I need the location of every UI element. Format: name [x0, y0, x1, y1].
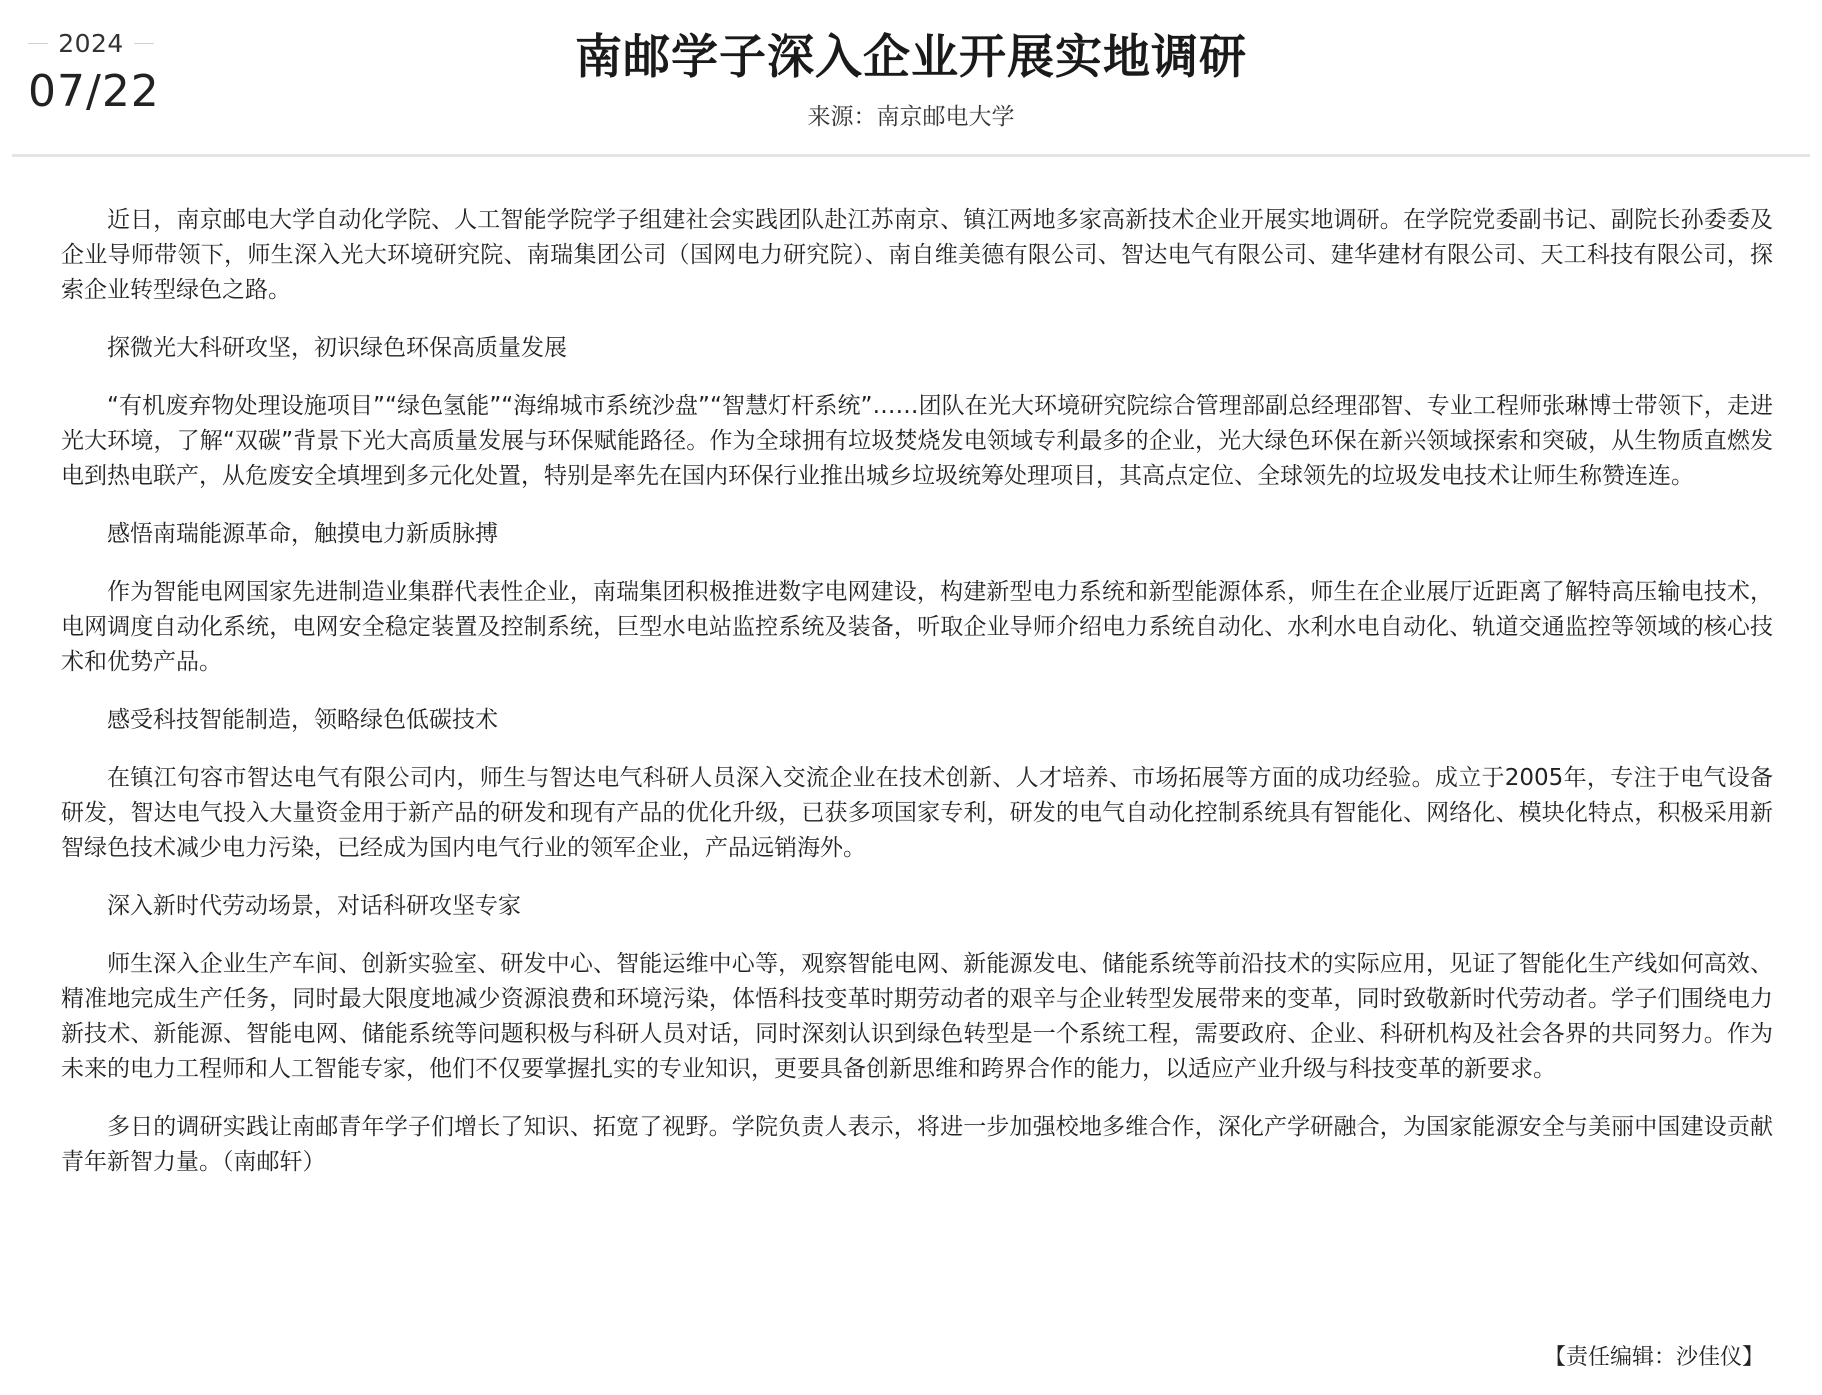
section-heading: 感受科技智能制造，领略绿色低碳技术 — [107, 707, 498, 733]
publish-date — [28, 26, 160, 117]
publish-month-day: 07/22 — [28, 66, 160, 117]
year-row — [28, 26, 154, 60]
header-divider — [12, 154, 1810, 157]
body-paragraph: 师生深入企业生产车间、创新实验室、研发中心、智能运维中心等，观察智能电网、新能源发电、储能系统等前沿技术的实际应用，见证了智能化生产线如何高效、精准地完成生产任务，同时最大限度地减少资源浪费和环境污染，体悟科技变革时期劳动者的艰辛与企业转型发展带来的变革，同时致敬新时代劳动者。学子们围绕电力新技术、新能源、智能电网、储能系统等问题积极与科研人员对话，同时深刻认识到绿色转型是一个系统工程，需要政府、企业、科研机构及社会各界的共同努力。作为未来的电力工程师和人工智能专家，他们不仅要掌握扎实的专业知识，更要具备创新思维和跨界合作的能力，以适应产业升级与科技变革的新要求。 — [61, 951, 1773, 1082]
responsible-editor: 【责任编辑：沙佳仪】 — [1543, 1345, 1764, 1370]
year-divider-right — [134, 43, 154, 44]
publish-year: 2024 — [58, 28, 124, 58]
article-source: 来源：南京邮电大学 — [807, 104, 1015, 130]
body-paragraph: 在镇江句容市智达电气有限公司内，师生与智达电气科研人员深入交流企业在技术创新、人才培养、市场拓展等方面的成功经验。成立于2005年，专注于电气设备研发，智达电气投入大量资金用于新产品的研发和现有产品的优化升级，已获多项国家专利，研发的电气自动化控制系统具有智能化、网络化、模块化特点，积极采用新智绿色技术减少电力污染，已经成为国内电气行业的领军企业，产品远销海外。 — [61, 765, 1773, 861]
body-paragraph: 作为智能电网国家先进制造业集群代表性企业，南瑞集团积极推进数字电网建设，构建新型电力系统和新型能源体系，师生在企业展厅近距离了解特高压输电技术，电网调度自动化系统，电网安全稳定装置及控制系统，巨型水电站监控系统及装备，听取企业导师介绍电力系统自动化、水利水电自动化、轨道交通监控等领域的核心技术和优势产品。 — [61, 579, 1773, 675]
body-paragraph: “有机废弃物处理设施项目”“绿色氢能”“海绵城市系统沙盘”“智慧灯杆系统”……团队在光大环境研究院综合管理部副总经理邵智、专业工程师张琳博士带领下，走进光大环境，了解“双碳”背景下光大高质量发展与环保赋能路径。作为全球拥有垃圾焚烧发电领域专利最多的企业，光大绿色环保在新兴领域探索和突破，从生物质直燃发电到热电联产，从危废安全填埋到多元化处置，特别是率先在国内环保行业推出城乡垃圾统筹处理项目，其高点定位、全球领先的垃圾发电技术让师生称赞连连。 — [61, 393, 1773, 489]
article-title: 南邮学子深入企业开展实地调研 — [575, 30, 1247, 85]
intro-paragraph: 近日，南京邮电大学自动化学院、人工智能学院学子组建社会实践团队赴江苏南京、镇江两地多家高新技术企业开展实地调研。在学院党委副书记、副院长孙委委及企业导师带领下，师生深入光大环境研究院、南瑞集团公司（国网电力研究院）、南自维美德有限公司、智达电气有限公司、建华建材有限公司、天工科技有限公司，探索企业转型绿色之路。 — [61, 207, 1773, 303]
section-heading: 探微光大科研攻坚，初识绿色环保高质量发展 — [107, 335, 567, 361]
section-heading: 深入新时代劳动场景，对话科研攻坚专家 — [107, 893, 521, 919]
closing-paragraph: 多日的调研实践让南邮青年学子们增长了知识、拓宽了视野。学院负责人表示，将进一步加强校地多维合作，深化产学研融合，为国家能源安全与美丽中国建设贡献青年新智力量。（南邮轩） — [61, 1114, 1773, 1175]
section-heading: 感悟南瑞能源革命，触摸电力新质脉搏 — [107, 521, 498, 547]
article-body — [61, 203, 1773, 1203]
year-divider-left — [28, 43, 48, 44]
article-header — [0, 0, 1822, 158]
